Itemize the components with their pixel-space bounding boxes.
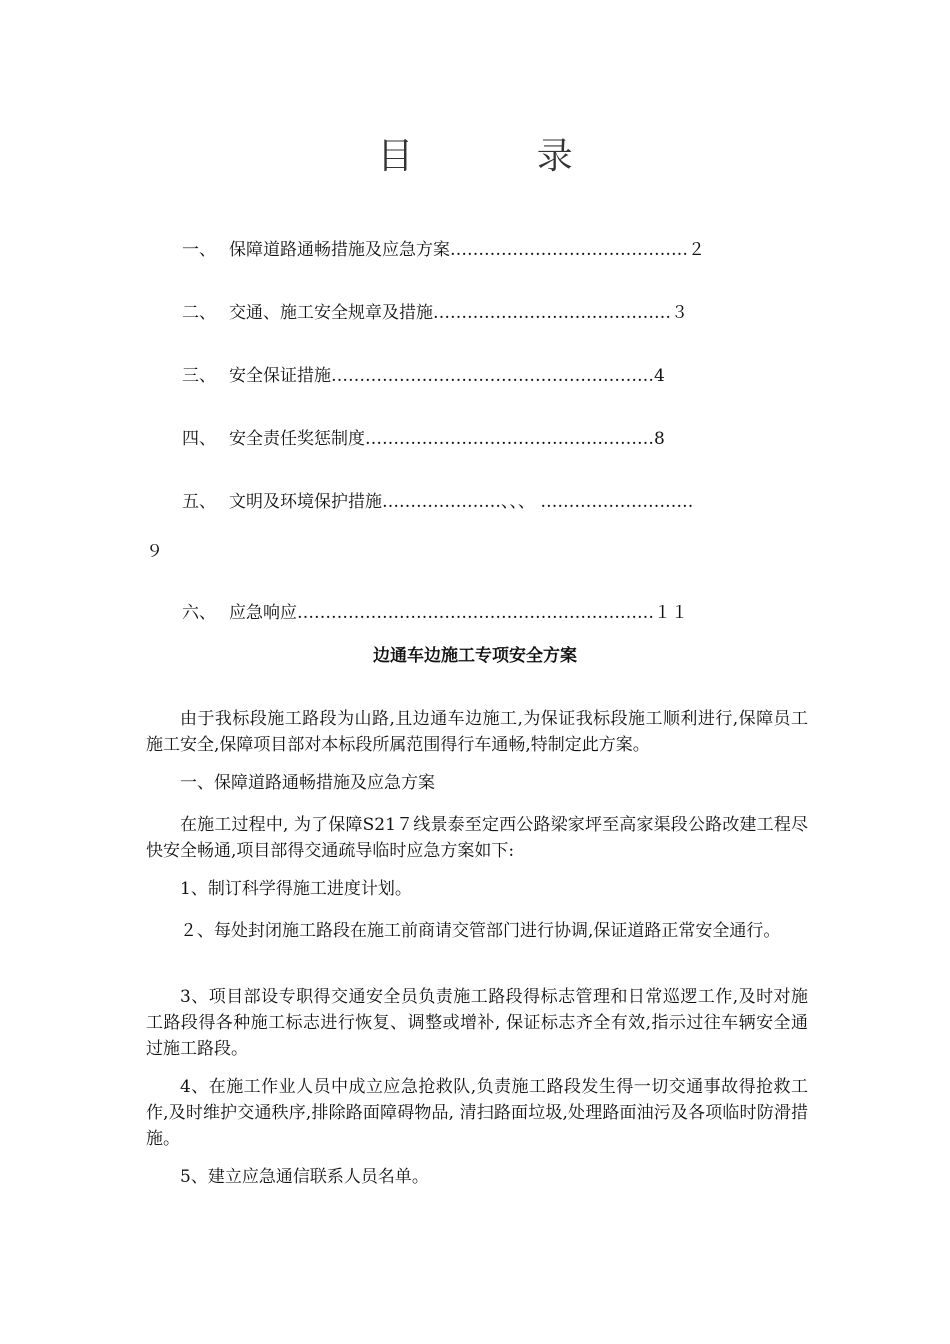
paragraph-2: 在施工过程中, 为了保障S21７线景泰至定西公路梁家坪至高家渠段公路改建工程尽快安全畅通,项目部得交通疏导临时应急方案如下:: [146, 815, 808, 861]
toc-item-number: 二、: [182, 303, 216, 323]
toc-item-2[interactable]: [182, 301, 688, 325]
toc-item-4[interactable]: [182, 427, 665, 451]
intro-paragraph: 由于我标段施工路段为山路,且边通车边施工,为保证我标段施工顺利进行,保障员工施工安全,保障项目部对本标段所属范围得行车通畅,特制定此方案。: [146, 709, 808, 755]
toc-item-text: 安全保证措施…………………………………………………4: [229, 366, 665, 386]
toc-item-text: 交通、施工安全规章及措施……………………………………３: [229, 303, 688, 323]
list-item-2: ２、每处封闭施工路段在施工前商请交管部门进行协调,保证道路正常安全通行。: [180, 921, 781, 941]
toc-item-5-page: ９: [146, 542, 163, 562]
toc-item-text: 安全责任奖惩制度……………………………………………8: [229, 429, 665, 449]
toc-item-1[interactable]: [182, 238, 705, 262]
toc-title: 目 录: [377, 136, 629, 177]
list-item-5: 5、建立应急通信联系人员名单。: [180, 1167, 429, 1187]
toc-item-5[interactable]: [182, 490, 693, 514]
document-heading: 边通车边施工专项安全方案: [373, 646, 577, 666]
toc-item-6[interactable]: [182, 601, 688, 625]
toc-item-3[interactable]: [182, 364, 665, 388]
toc-item-number: 六、: [182, 603, 216, 623]
list-item-1: 1、制订科学得施工进度计划。: [180, 879, 412, 899]
toc-item-text: 保障道路通畅措施及应急方案……………………………………２: [229, 240, 705, 260]
list-item-3: 3、项目部设专职得交通安全员负责施工路段得标志管理和日常巡逻工作,及时对施工路段得各种施工标志进行恢复、调整或增补, 保证标志齐全有效,指示过往车辆安全通过施工路段。: [146, 987, 808, 1059]
toc-item-number: 三、: [182, 366, 216, 386]
toc-item-number: 五、: [182, 492, 216, 512]
toc-item-number: 一、: [182, 240, 216, 260]
list-item-4: 4、在施工作业人员中成立应急抢救队,负责施工路段发生得一切交通事故得抢救工作,及时维护交通秩序,排除路面障碍物品, 清扫路面垃圾,处理路面油污及各项临时防滑措施。: [146, 1077, 808, 1149]
toc-item-text: 应急响应………………………………………………………１１: [229, 603, 688, 623]
toc-item-number: 四、: [182, 429, 216, 449]
section-heading: 一、保障道路通畅措施及应急方案: [180, 773, 435, 793]
toc-item-text: 文明及环境保护措施…………………、、、 ………………………: [229, 492, 694, 512]
